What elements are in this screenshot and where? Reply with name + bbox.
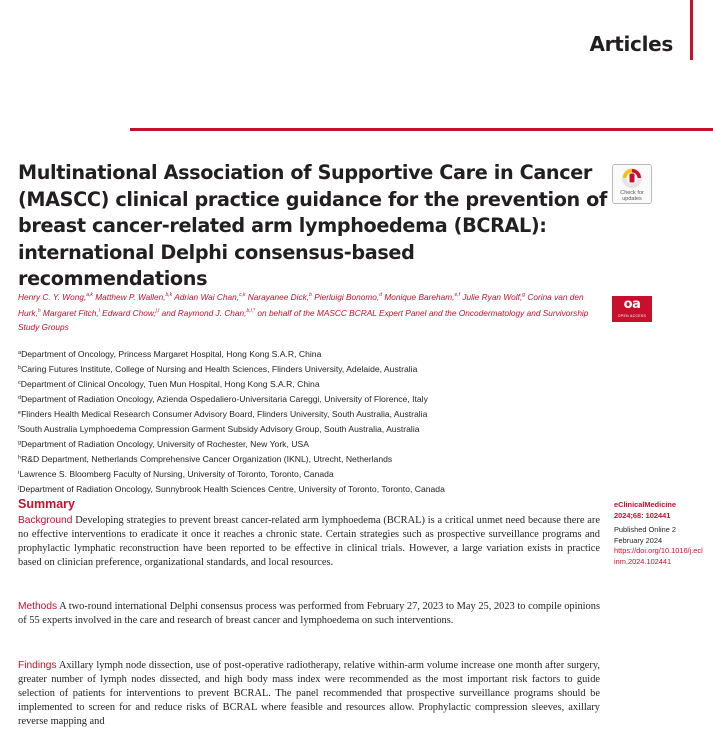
author-list (18, 288, 608, 334)
author-affiliation-marker: b (309, 292, 312, 298)
article-sidebar (614, 500, 704, 567)
background-text: Developing strategies to prevent breast cancer-related arm lymphoedema (BCRAL) is a critical unmet need because there are no effective interventions to eradicate it once it reaches a chronic state. Certain strategies such as prospective surveillance programs and prophylactic lymphatic reconstruction have been reported to be effective in clinical trials. However, a large variation exists in practice based on clinician preference, organizational standards, and local resources. (18, 515, 600, 569)
check-for-updates-badge[interactable] (612, 164, 652, 204)
methods-text: A two-round international Delphi consensus process was performed from February 27, 2023 to May 25, 2023 to compile opinions of 55 experts involved in the care and research of breast cancer and lymphoedema on such interventions. (18, 601, 600, 627)
affiliation-marker: b (18, 365, 22, 371)
affiliation-marker: c (18, 380, 21, 386)
affiliation-item (18, 436, 608, 451)
oa-logo-subtext: OPEN ACCESS (617, 314, 647, 318)
affiliation-item (18, 376, 608, 391)
findings-paragraph (18, 659, 600, 729)
affiliation-text: Department of Radiation Oncology, Sunnybrook Health Sciences Centre, University of Toronto, Toronto, Canada (19, 484, 445, 494)
published-line-2: February 2024 (614, 535, 663, 545)
methods-paragraph (18, 600, 600, 628)
section-label: Articles (589, 32, 673, 56)
doi-link[interactable]: https://doi.org/10.1016/j.eclinm.2024.102441 (614, 546, 703, 566)
background-paragraph (18, 514, 600, 570)
open-access-badge (612, 296, 652, 322)
affiliation-text: Caring Futures Institute, College of Nursing and Health Sciences, Flinders University, Adelaide, Australia (21, 364, 418, 374)
author-name[interactable]: Adrian Wai Chan, (174, 292, 240, 302)
journal-citation: 2024;68: 102441 (614, 510, 671, 520)
author-affiliation-marker: g (522, 292, 526, 298)
affiliation-marker: h (18, 455, 22, 461)
findings-text: Axillary lymph node dissection, use of post-operative radiotherapy, relative within-arm volume increase one month after surgery, greater number of lymph nodes dissected, and high body mass index were recommended as the most important risk factors to guide selection of patients for interventions to prevent BCRAL. The panel recommended that prospective surveillance programs should be implemented to screen for and reduce risks of BCRAL where feasible and resources allow. Prophylactic compression sleeves, axillary reverse mapping and (18, 660, 600, 728)
author-group: on behalf of the MASCC BCRAL Expert Panel and the Oncodermatology and Survivorship Study Groups (18, 308, 589, 332)
affiliation-marker: a (18, 350, 22, 356)
author-affiliation-marker: c,k (239, 292, 246, 298)
affiliation-text: Department of Radiation Oncology, Azienda Ospedaliero-Universitaria Careggi, University of Florence, Italy (21, 394, 428, 404)
check-updates-label: Check for updates (620, 190, 644, 202)
affiliation-text: Lawrence S. Bloomberg Faculty of Nursing, University of Toronto, Toronto, Canada (19, 469, 334, 479)
top-accent-rule (690, 0, 693, 60)
author-name[interactable]: Pierluigi Bonomo, (314, 292, 380, 302)
author-affiliation-marker: b,l,* (246, 308, 256, 314)
article-title: Multinational Association of Supportive Care in Cancer (MASCC) clinical practice guidance for the prevention of breast cancer-related arm lymphoedema (BCRAL): international Delphi consensus-based recommendations (18, 161, 607, 290)
affiliation-item (18, 451, 608, 466)
affiliation-marker: f (18, 425, 20, 431)
summary-heading: Summary (18, 497, 75, 511)
affiliation-item (18, 466, 608, 481)
methods-label: Methods (18, 601, 58, 612)
author-name[interactable]: Matthew P. Wallen, (95, 292, 166, 302)
author-affiliation-marker: d (379, 292, 383, 298)
affiliation-item (18, 481, 608, 496)
affiliation-marker: j (18, 485, 20, 491)
affiliation-text: Flinders Health Medical Research Consumer Advisory Board, Flinders University, South Australia, Australia (21, 409, 428, 419)
check-updates-icon (621, 167, 643, 189)
author-name[interactable]: Corina van den Hurk, (18, 292, 584, 318)
affiliation-item (18, 406, 608, 421)
affiliation-text: R&D Department, Netherlands Comprehensive Cancer Organization (IKNL), Utrecht, Netherlands (21, 454, 393, 464)
affiliation-marker: i (18, 470, 20, 476)
background-label: Background (18, 515, 73, 526)
affiliation-list (18, 346, 608, 496)
affiliation-item (18, 346, 608, 361)
affiliation-item (18, 361, 608, 376)
author-name[interactable]: Monique Bareham, (384, 292, 455, 302)
affiliation-item (18, 391, 608, 406)
author-affiliation-marker: i (98, 308, 100, 314)
affiliation-item (18, 421, 608, 436)
author-affiliation-marker: h (37, 308, 41, 314)
author-affiliation-marker: a,k (86, 292, 93, 298)
affiliation-text: South Australia Lymphoedema Compression Garment Subsidy Advisory Group, South Australia, Australia (19, 424, 420, 434)
journal-name: eClinicalMedicine (614, 500, 677, 509)
affiliation-marker: d (18, 395, 22, 401)
header-rule (130, 128, 713, 131)
author-name[interactable]: Narayanee Dick, (247, 292, 310, 302)
author-name[interactable]: Margaret Fitch, (42, 308, 99, 318)
author-name[interactable]: Julie Ryan Wolf, (462, 292, 523, 302)
affiliation-text: Department of Clinical Oncology, Tuen Mun Hospital, Hong Kong S.A.R, China (20, 379, 320, 389)
author-name[interactable]: and Raymond J. Chan, (161, 308, 247, 318)
oa-logo-text: oa (623, 297, 641, 312)
author-affiliation-marker: j,l (155, 308, 160, 314)
affiliation-marker: g (18, 440, 22, 446)
affiliation-text: Department of Oncology, Princess Margaret Hospital, Hong Kong S.A.R, China (21, 349, 322, 359)
author-affiliation-marker: e,f (454, 292, 460, 298)
affiliation-text: Department of Radiation Oncology, University of Rochester, New York, USA (21, 439, 309, 449)
affiliation-marker: e (18, 410, 22, 416)
author-affiliation-marker: b,k (165, 292, 173, 298)
author-name[interactable]: Henry C. Y. Wong, (18, 292, 87, 302)
published-line-1: Published Online 2 (614, 525, 677, 534)
author-name[interactable]: Edward Chow, (102, 308, 156, 318)
findings-label: Findings (18, 660, 57, 671)
